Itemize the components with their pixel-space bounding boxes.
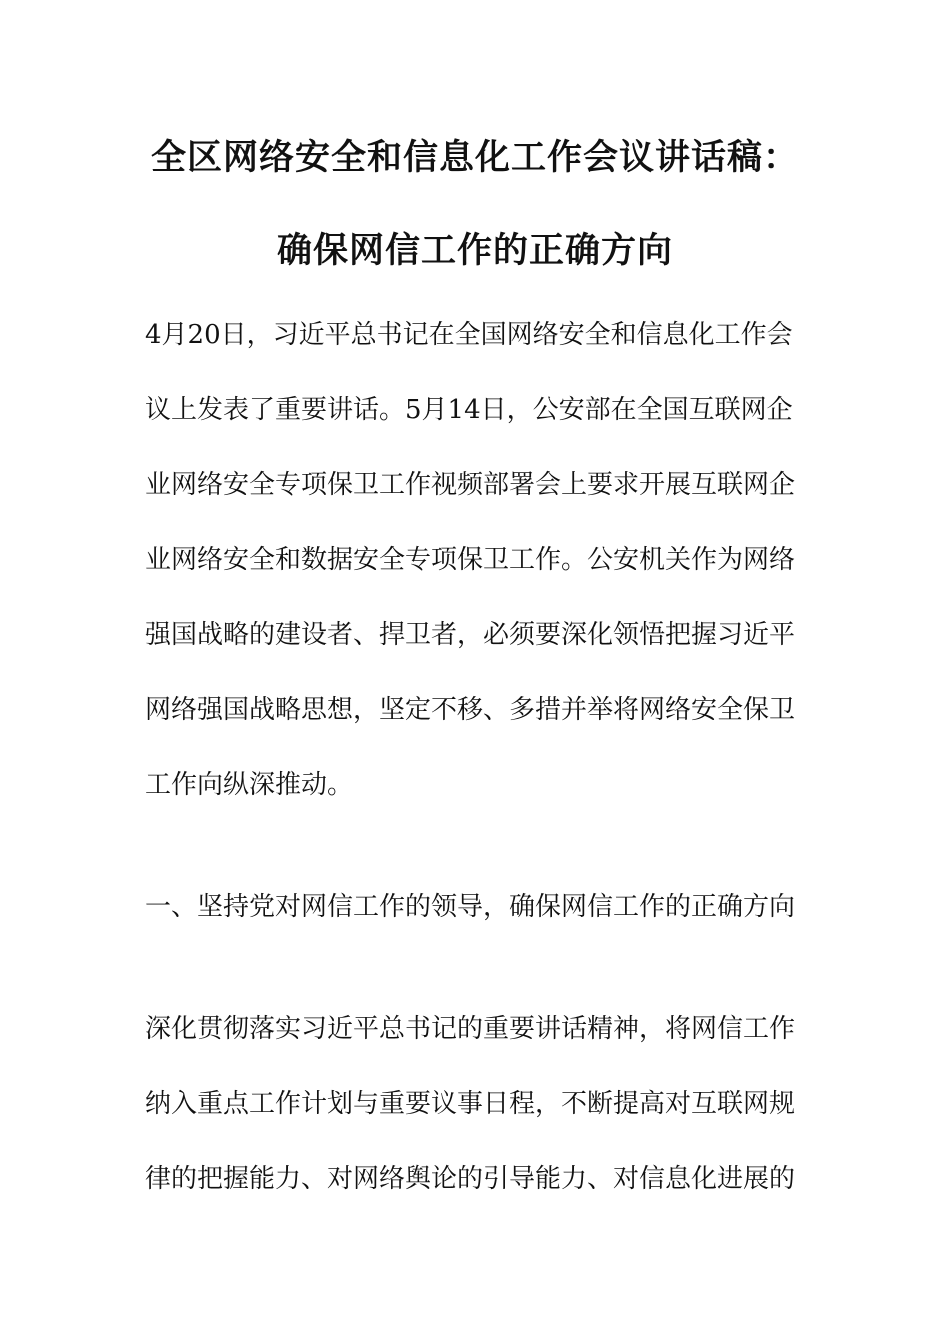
section-paragraph <box>145 992 825 1217</box>
title-line-2: 确保网信工作的正确方向 <box>276 231 673 271</box>
paragraph-line: 工作向纵深推动。 <box>145 770 354 800</box>
section-heading: 一、坚持党对网信工作的领导，确保网信工作的正确方向 <box>145 892 796 922</box>
paragraph-line: 网络强国战略思想，坚定不移、多措并举将网络安全保卫 <box>145 695 796 725</box>
paragraph-line: 深化贯彻落实习近平总书记的重要讲话精神，将网信工作 <box>145 1014 796 1044</box>
paragraph-line: 议上发表了重要讲话。5月14日，公安部在全国互联网企 <box>145 395 793 425</box>
paragraph-line: 强国战略的建设者、捍卫者，必须要深化领悟把握习近平 <box>145 620 796 650</box>
paragraph-line: 业网络安全和数据安全专项保卫工作。公安机关作为网络 <box>145 545 796 575</box>
paragraph-line: 业网络安全专项保卫工作视频部署会上要求开展互联网企 <box>145 470 796 500</box>
intro-paragraph <box>145 298 825 823</box>
paragraph-line: 律的把握能力、对网络舆论的引导能力、对信息化进展的 <box>145 1164 796 1194</box>
title-line-1: 全区网络安全和信息化工作会议讲话稿： <box>150 138 799 178</box>
paragraph-line: 纳入重点工作计划与重要议事日程，不断提高对互联网规 <box>145 1089 796 1119</box>
paragraph-line: 4月20日，习近平总书记在全国网络安全和信息化工作会 <box>145 320 793 350</box>
